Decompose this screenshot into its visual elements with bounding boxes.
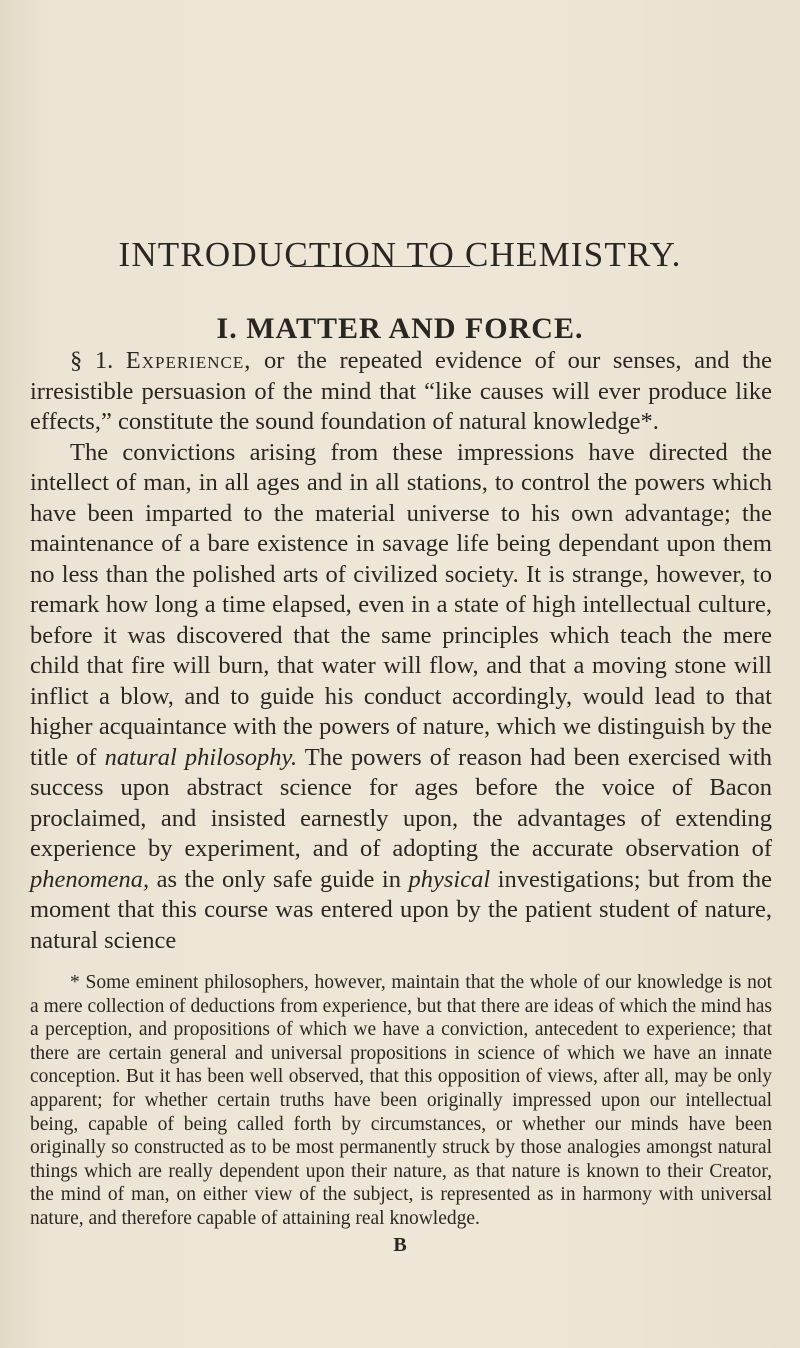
paragraph-2-part-1: The convictions arising from these impressions have directed the intellect of man, in all ages and in all stations, to control the powers which have been imparted to the material universe to his own advantage; the maintenance of a bare existence in savage life being dependant upon them no less than the polished arts of civilized society. It is strange, however, to remark how long a time elapsed, even in a state of high intellectual culture, before it was discovered that the same principles which teach the mere child that fire will burn, that water will flow, and that a moving stone will inflict a blow, and to guide his conduct accordingly, would lead to that higher acquaintance with the powers of nature, which we distinguish by the title of bbox=[30, 438, 772, 771]
italic-term-natural-philosophy: natural philosophy. bbox=[104, 743, 298, 771]
italic-term-physical: physical bbox=[408, 865, 491, 893]
italic-term-phenomena: phenomena, bbox=[30, 865, 150, 893]
lead-word: Experience, bbox=[125, 347, 252, 374]
body-text bbox=[30, 346, 772, 956]
paragraph-2-part-4: investigations; but from the moment that this course was entered upon by the patient student of nature, natural science bbox=[30, 865, 773, 954]
title-rule bbox=[290, 266, 470, 267]
footnote bbox=[30, 971, 772, 1231]
section-heading: I. MATTER AND FORCE. bbox=[216, 311, 584, 345]
paragraph-2-part-2: The powers of reason had been exercised with success upon abstract science for ages before the voice of Bacon proclaimed, and insisted earnestly upon, the advantages of extending experience by experiment, and of adopting the accurate observation of bbox=[30, 743, 773, 862]
paragraph-2 bbox=[30, 438, 772, 957]
paragraph-1-text: or the repeated evidence of our senses, and the irresistible persuasion of the mind that “like causes will ever produce like effects,” constitute the sound foundation of natural knowledge*. bbox=[30, 347, 773, 435]
page-title: INTRODUCTION TO CHEMISTRY. bbox=[118, 235, 682, 275]
paragraph-2-part-3: as the only safe guide in bbox=[156, 865, 401, 893]
footnote-text: * Some eminent philosophers, however, maintain that the whole of our knowledge is not a mere collection of deductions from experience, but that there are ideas of which the mind has a perception, and propositions of which we have a conviction, antecedent to experience; that there are certain general and universal propositions in science of which we have an innate conception. But it has been well observed, that this opposition of views, after all, may be only apparent; for whether certain truths have been originally impressed upon our intellectual being, capable of being called forth by circumstances, or whether our minds have been originally so constructed as to be most permanently struck by those analogies amongst natural things which are really dependent upon their nature, as that nature is known to their Creator, the mind of man, on either view of the subject, is represented as in harmony with universal nature, and therefore capable of attaining real knowledge. bbox=[30, 972, 772, 1229]
signature-mark: B bbox=[393, 1234, 407, 1256]
paragraph-1 bbox=[30, 346, 772, 438]
section-mark: § 1. bbox=[70, 347, 114, 374]
